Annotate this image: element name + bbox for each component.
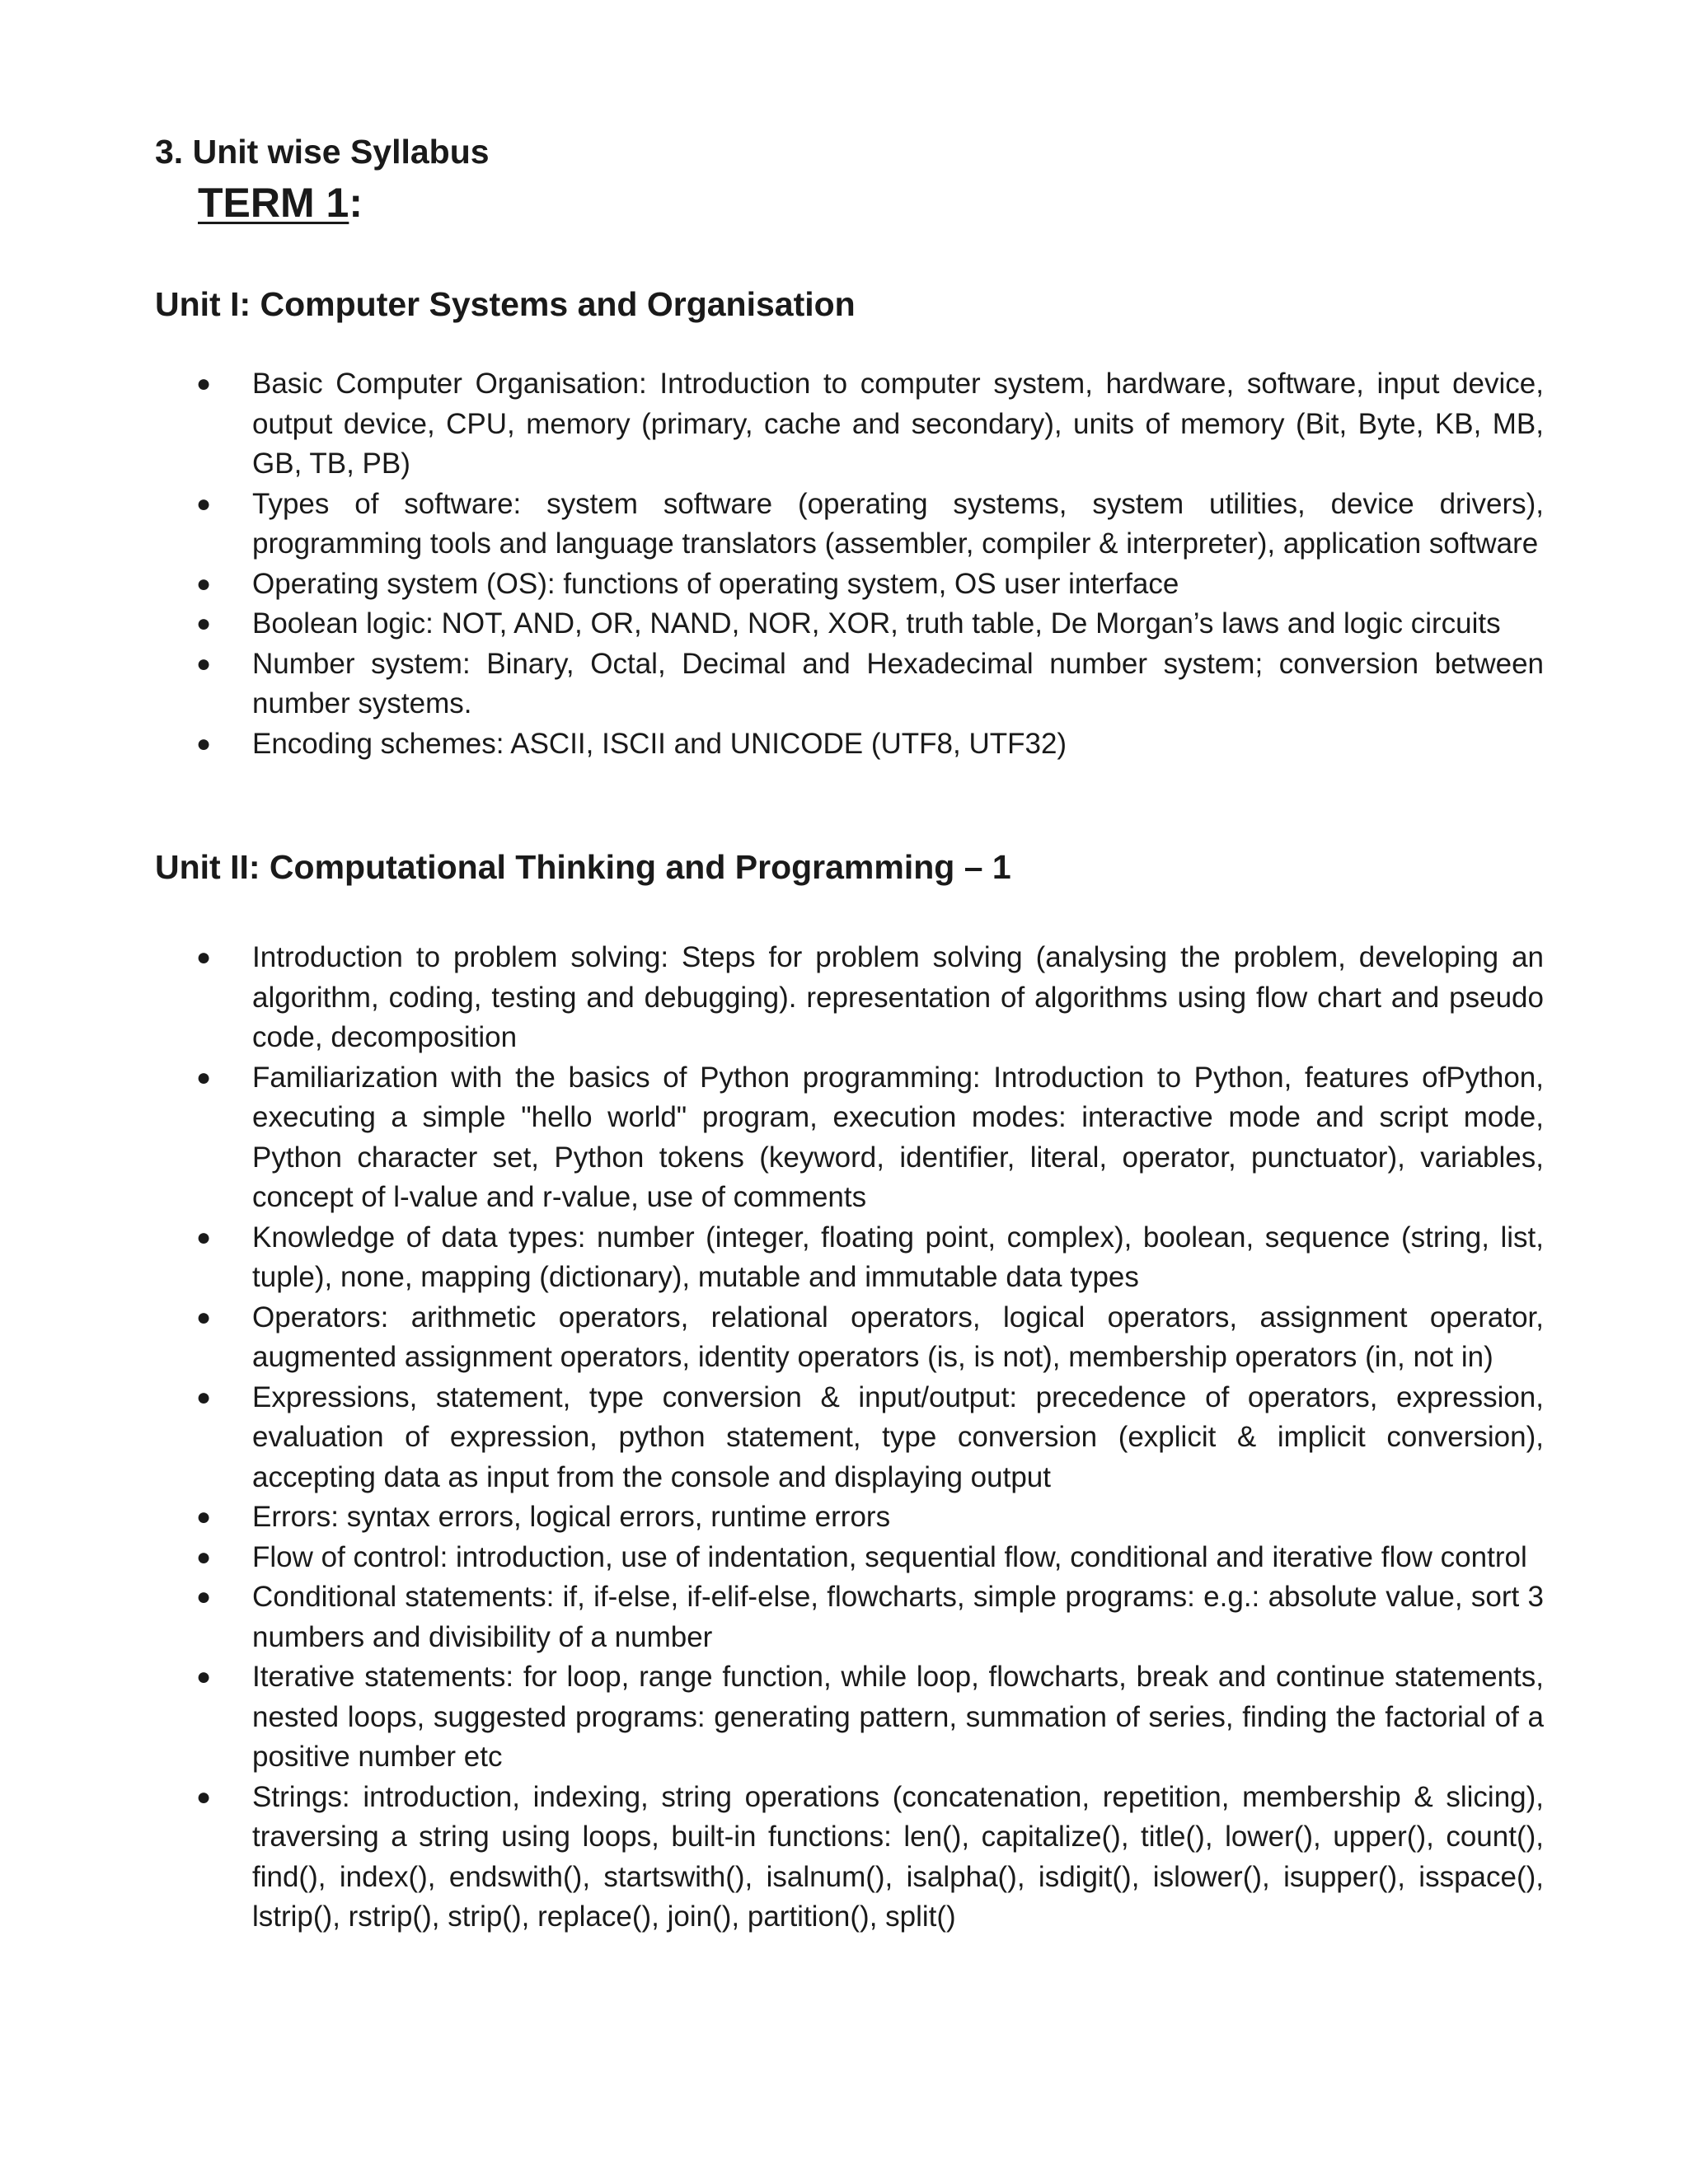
list-item-text: Operating system (OS): functions of operating system, OS user interface [252,567,1179,600]
list-item-text: Errors: syntax errors, logical errors, runtime errors [252,1501,891,1533]
list-item-text: Familiarization with the basics of Python programming: Introduction to Python, features ofPython, executing a simple "hello world" program, execution modes: interactive mode and script mode, Python character set, Python tokens (keyword, identifier, literal, operator, punctuator), variables, concept of l-value and r-value, use of comments [252,1061,1544,1213]
list-item [196,1778,1544,1938]
list-item [196,1058,1544,1218]
unit-2-title: Unit II: Computational Thinking and Programming – 1 [155,848,1011,886]
list-item [196,938,1544,1058]
unit-2-topic-list [196,938,1544,1938]
bullet-icon: ● [196,1223,212,1251]
list-item [196,1497,1544,1538]
unit-1-topic-list [196,364,1544,764]
list-item [196,1657,1544,1778]
section-title: 3. Unit wise Syllabus [155,133,490,171]
term-heading [198,178,363,227]
list-item-text: Flow of control: introduction, use of indentation, sequential flow, conditional and iterative flow control [252,1540,1527,1573]
list-item [196,485,1544,565]
list-item-text: Iterative statements: for loop, range function, while loop, flowcharts, break and continue statements, nested loops, suggested programs: generating pattern, summation of series, finding the factorial of a positive number etc [252,1661,1544,1773]
bullet-icon: ● [196,729,212,757]
list-item-text: Types of software: system software (operating systems, system utilities, device drivers), programming tools and language translators (assembler, compiler & interpreter), application software [252,487,1544,560]
bullet-icon: ● [196,569,212,598]
bullet-icon: ● [196,649,212,677]
list-item [196,644,1544,724]
list-item-text: Number system: Binary, Octal, Decimal and Hexadecimal number system; conversion between number systems. [252,647,1544,719]
bullet-icon: ● [196,1583,212,1610]
term-label: TERM 1 [198,180,349,226]
list-item [196,1577,1544,1657]
list-item-text: Strings: introduction, indexing, string operations (concatenation, repetition, membership & slicing), traversing a string using loops, built-in functions: len(), capitalize(), title(), lower(), upper(), count(), find(), index(), endswith(), startswith(), isalnum(), isalpha(), isdigit(), islower(), isupper(), isspace(), lstrip(), rstrip(), strip(), replace(), join(), partition(), split() [252,1780,1544,1933]
list-item [196,1538,1544,1578]
bullet-icon: ● [196,1303,212,1331]
bullet-icon: ● [196,1383,212,1411]
unit-1-title: Unit I: Computer Systems and Organisation [155,285,856,323]
bullet-icon: ● [196,1063,212,1091]
list-item-text: Encoding schemes: ASCII, ISCII and UNICODE (UTF8, UTF32) [252,727,1067,760]
list-item [196,1378,1544,1498]
list-item [196,364,1544,485]
list-item [196,565,1544,605]
list-item [196,1218,1544,1298]
bullet-icon: ● [196,944,212,971]
bullet-icon: ● [196,1503,212,1530]
bullet-icon: ● [196,370,212,397]
list-item-text: Basic Computer Organisation: Introduction to computer system, hardware, software, input device, output device, CPU, memory (primary, cache and secondary), units of memory (Bit, Byte, KB, MB, GB, TB, PB) [252,368,1544,480]
list-item [196,724,1544,765]
list-item-text: Expressions, statement, type conversion & input/output: precedence of operators, expression, evaluation of expression, python statement, type conversion (explicit & implicit conversion), accepting data as input from the console and displaying output [252,1380,1544,1493]
list-item [196,604,1544,644]
list-item-text: Operators: arithmetic operators, relational operators, logical operators, assignment operator, augmented assignment operators, identity operators (is, is not), membership operators (in, not in) [252,1301,1544,1373]
bullet-icon: ● [196,1783,212,1811]
bullet-icon: ● [196,1663,212,1690]
list-item-text: Conditional statements: if, if-else, if-elif-else, flowcharts, simple programs: e.g.: absolute value, sort 3 numbers and divisibility of a number [252,1581,1544,1653]
list-item-text: Introduction to problem solving: Steps for problem solving (analysing the problem, developing an algorithm, coding, testing and debugging). representation of algorithms using flow chart and pseudo code, decomposition [252,941,1544,1053]
term-suffix: : [349,180,363,226]
bullet-icon: ● [196,610,212,637]
bullet-icon: ● [196,1543,212,1571]
list-item-text: Knowledge of data types: number (integer, floating point, complex), boolean, sequence (string, list, tuple), none, mapping (dictionary), mutable and immutable data types [252,1221,1544,1293]
bullet-icon: ● [196,490,212,518]
list-item-text: Boolean logic: NOT, AND, OR, NAND, NOR, XOR, truth table, De Morgan’s laws and logic circuits [252,607,1501,640]
list-item [196,1298,1544,1378]
